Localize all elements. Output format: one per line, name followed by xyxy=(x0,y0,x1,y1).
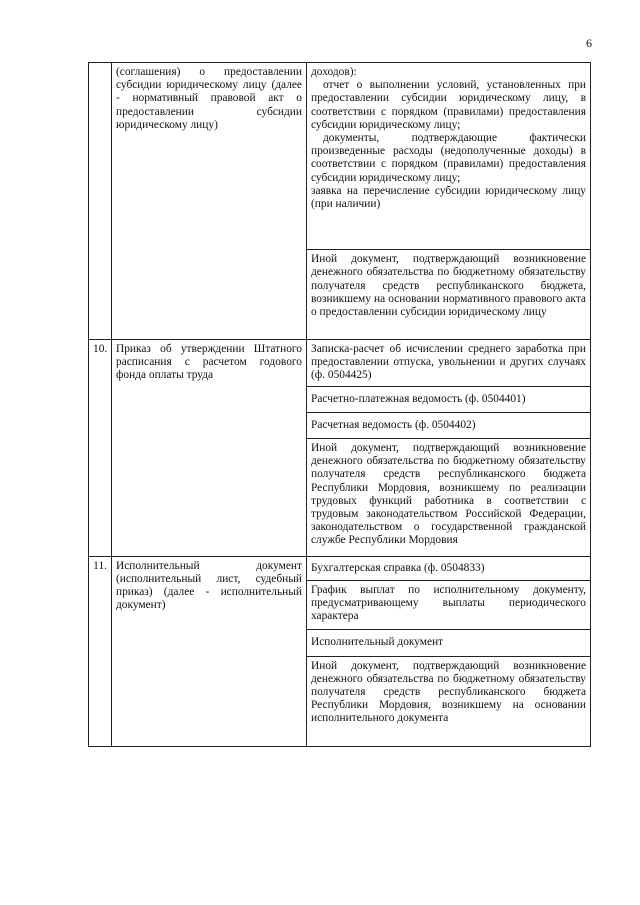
supporting-document-cell: Иной документ, подтверждающий возникновение денежного обязательства по бюджетному обязательству получателя средств республиканского бюджета Республики Мордовия, возникшему по реализации трудовых функций работника в соответствии с трудовым законодательством Российской Федерации, законодательством о государственной гражданской службе Республики Мордовия xyxy=(307,439,591,557)
supporting-document-cell xyxy=(307,63,591,250)
supporting-document-cell: Расчетно-платежная ведомость (ф. 0504401) xyxy=(307,386,591,412)
doc-lead: доходов): xyxy=(311,66,357,78)
supporting-document-cell: Исполнительный документ xyxy=(307,630,591,656)
basis-document-cell: (соглашения) о предоставлении субсидии юридическому лицу (далее - нормативный правовой акт о предоставлении субсидии юридическому лицу) xyxy=(112,63,307,340)
doc-tail: заявка на перечисление субсидии юридическому лицу (при наличии) xyxy=(311,184,586,211)
supporting-document-cell: Записка-расчет об исчислении среднего заработка при предоставлении отпуска, увольнении и других случаях (ф. 0504425) xyxy=(307,340,591,387)
row-number xyxy=(89,63,112,340)
doc-paragraph: документы, подтверждающие фактически произведенные расходы (недополученные доходы) в соответствии с порядком (правилами) предоставления субсидии юридическому лицу; xyxy=(311,132,586,184)
supporting-document-cell: Расчетная ведомость (ф. 0504402) xyxy=(307,412,591,438)
page-number: 6 xyxy=(586,36,592,50)
doc-paragraph: отчет о выполнении условий, установленных при предоставлении субсидии юридическому лицу, в соответствии с порядком (правилами) предоставления субсидии юридическому лицу; xyxy=(311,79,586,131)
basis-document-cell: Исполнительный документ (исполнительный лист, судебный приказ) (далее - исполнительный документ) xyxy=(112,556,307,746)
supporting-document-cell: Иной документ, подтверждающий возникновение денежного обязательства по бюджетному обязательству получателя средств республиканского бюджета, возникшему на основании нормативного правового акта о предоставлении субсидии юридическому лицу xyxy=(307,250,591,340)
supporting-document-cell: Бухгалтерская справка (ф. 0504833) xyxy=(307,556,591,580)
row-number: 11. xyxy=(89,556,112,746)
documents-table xyxy=(88,62,591,747)
table-row xyxy=(89,556,591,580)
table-row xyxy=(89,340,591,387)
supporting-document-cell: Иной документ, подтверждающий возникновение денежного обязательства по бюджетному обязательству получателя средств республиканского бюджета Республики Мордовия, возникшему на основании исполнительного документа xyxy=(307,656,591,746)
basis-document-cell: Приказ об утверждении Штатного расписания с расчетом годового фонда оплаты труда xyxy=(112,340,307,557)
row-number: 10. xyxy=(89,340,112,557)
table-row xyxy=(89,63,591,250)
supporting-document-cell: График выплат по исполнительному документу, предусматривающему выплаты периодического характера xyxy=(307,580,591,630)
